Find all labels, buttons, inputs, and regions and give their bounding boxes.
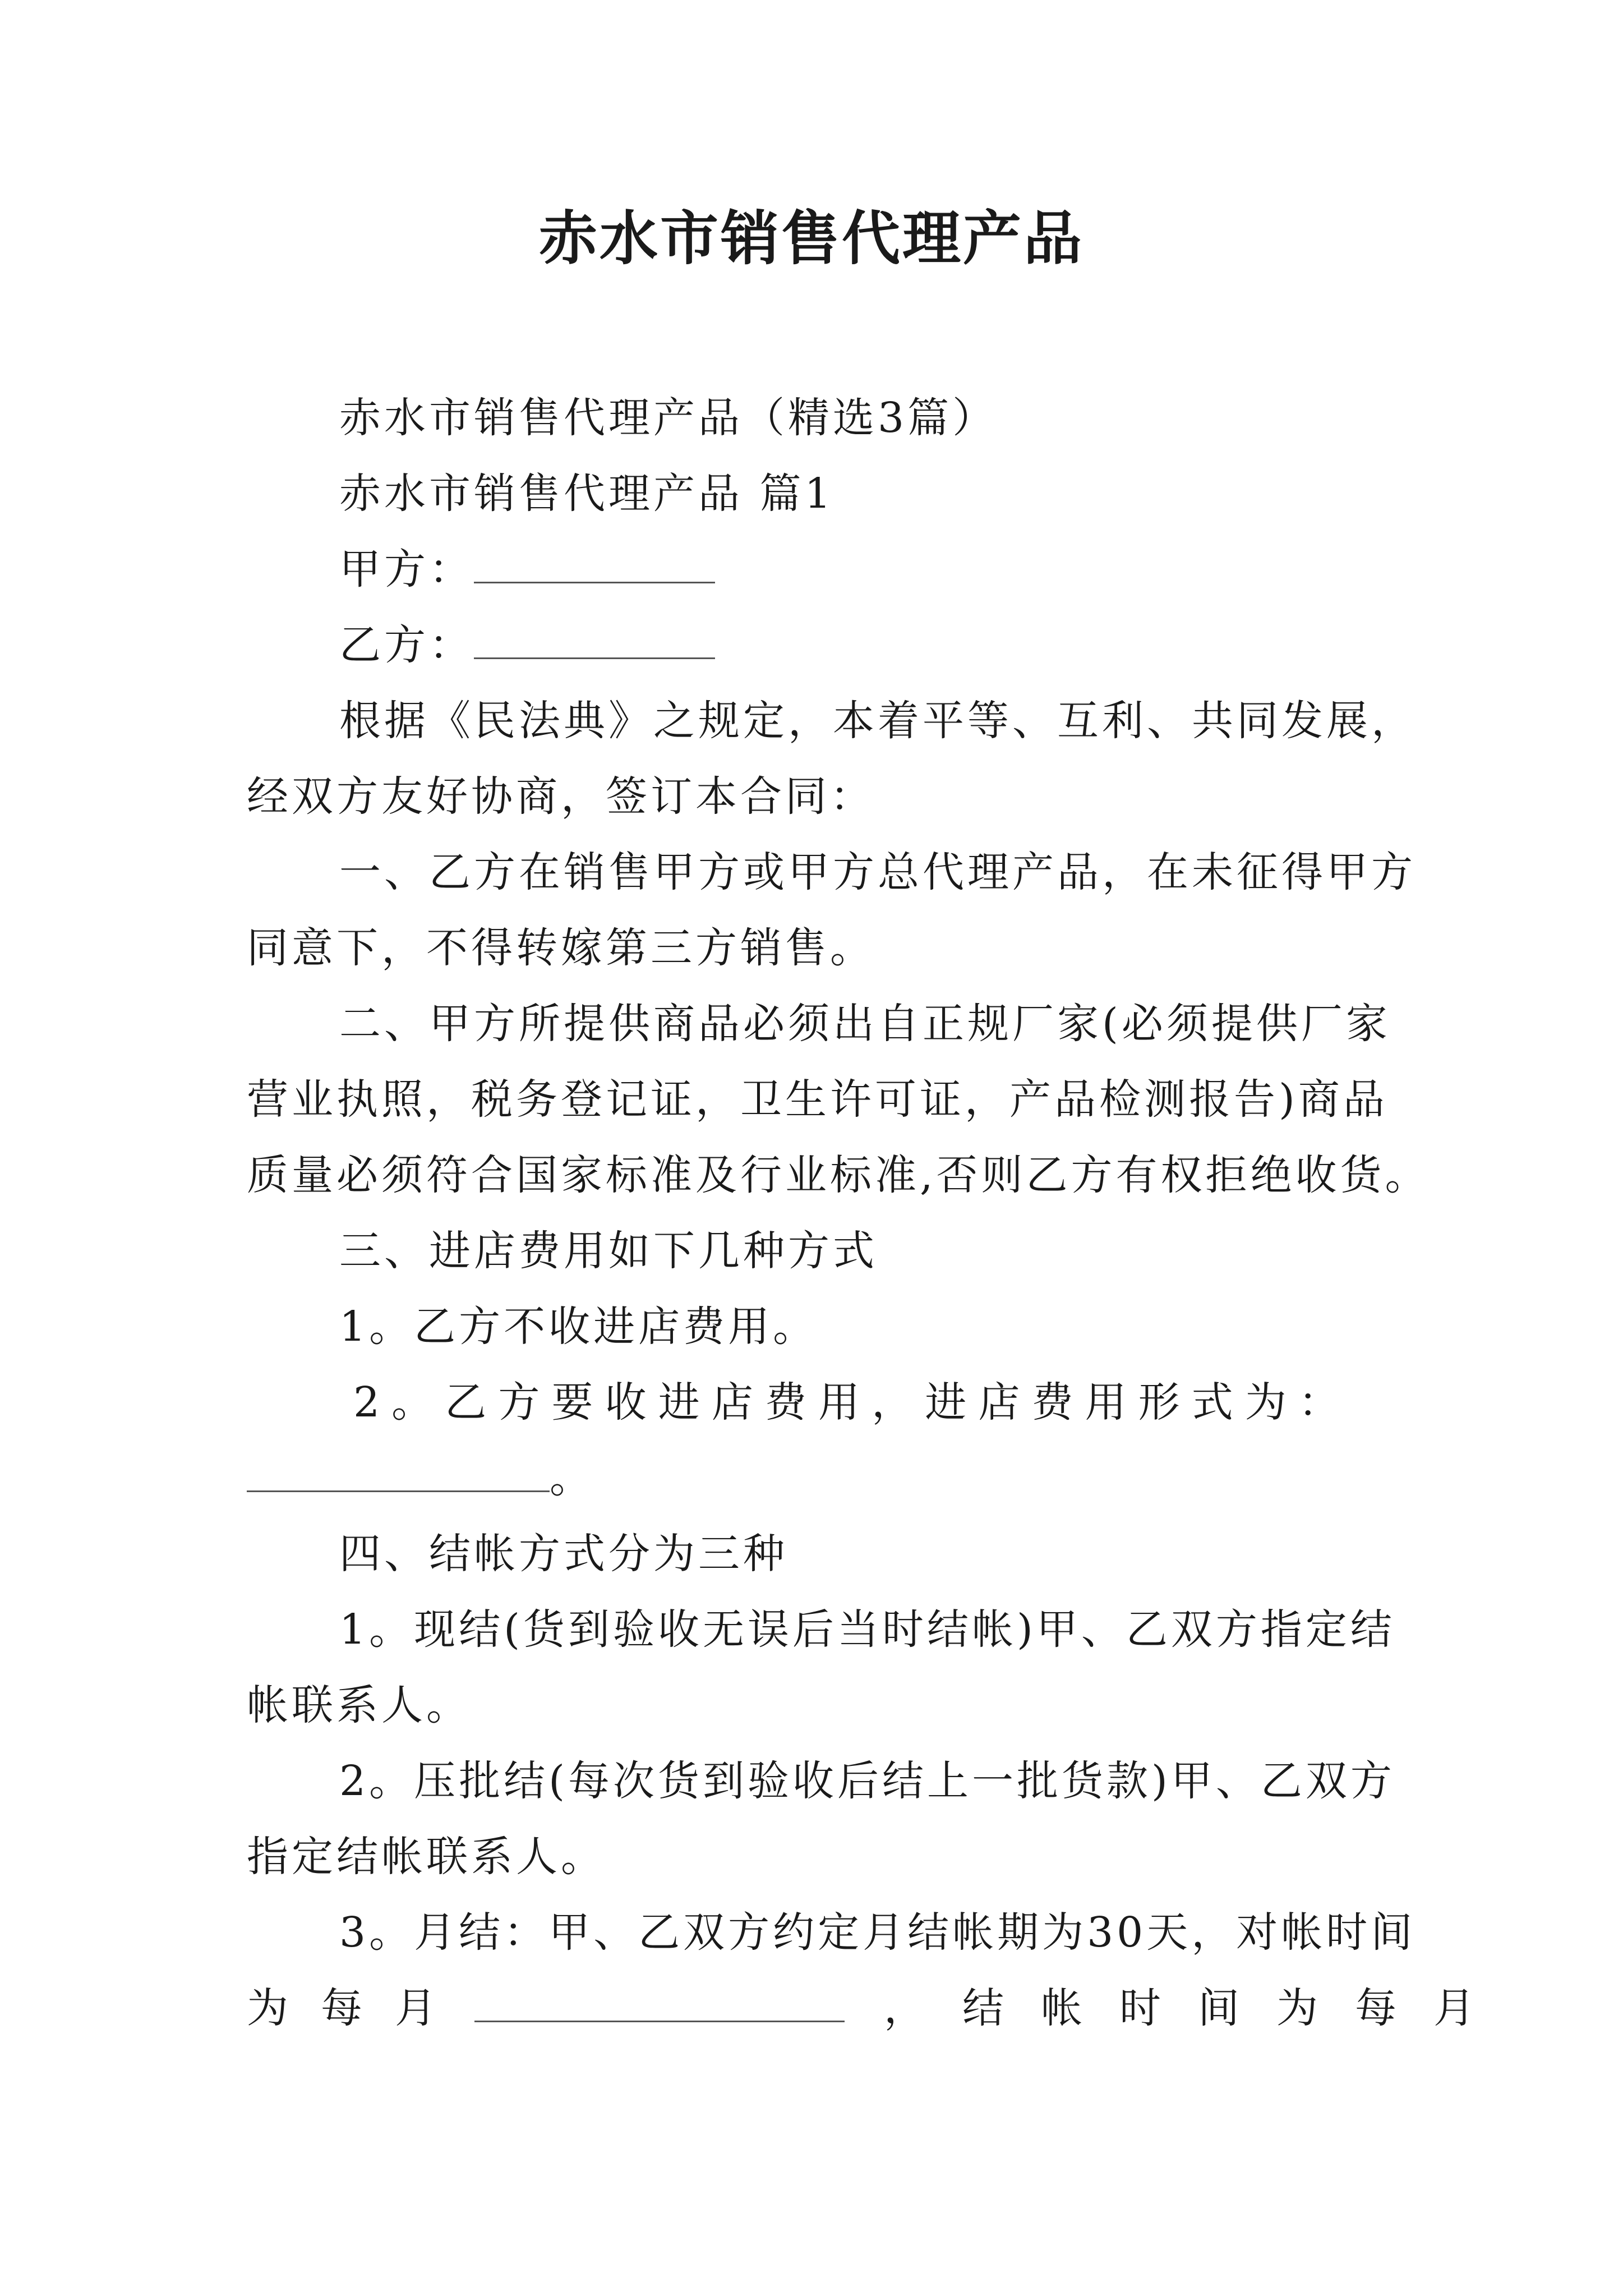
section-heading: 赤水市销售代理产品 篇1 [339, 470, 834, 518]
clause-4-item-2: 指定结帐联系人。 [247, 1833, 606, 1881]
clause-2-line: 质量必须符合国家标准及行业标准,否则乙方有权拒绝收货。 [247, 1151, 1430, 1199]
clause-3-item-2-fill [247, 1447, 1391, 1509]
clause-4-item-3 [247, 1977, 1512, 2039]
clause-4-item-1: 1。现结(货到验收无误后当时结帐)甲、乙双方指定结 [339, 1605, 1395, 1654]
paragraph-line: 经双方友好协商，签订本合同： [247, 772, 875, 821]
clause-1-line: 同意下，不得转嫁第三方销售。 [247, 924, 875, 972]
fee-form-end: 。 [550, 1454, 594, 1502]
clause-4-item-3: 3。月结：甲、乙双方约定月结帐期为30天，对帐时间 [339, 1908, 1416, 1957]
clause-2-line: 营业执照，税务登记证，卫生许可证，产品检测报告)商品 [247, 1075, 1388, 1124]
clause-3-item-2: 2。乙方要收进店费用，进店费用形式为： [353, 1378, 1343, 1427]
subtitle-selection: 赤水市销售代理产品（精选3篇） [339, 394, 998, 442]
monthly-text: 为每月 [247, 1984, 469, 2032]
party-a-blank [474, 540, 715, 583]
party-a-label: 甲方： [339, 545, 474, 593]
reconcile-date-blank [474, 1979, 845, 2022]
settle-text: ，结帐时间为每月 [884, 1984, 1512, 2032]
party-b-label: 乙方： [339, 621, 474, 669]
clause-3-heading: 三、进店费用如下几种方式 [339, 1227, 878, 1275]
clause-2-line: 二、甲方所提供商品必须出自正规厂家(必须提供厂家 [339, 1000, 1391, 1048]
party-b-blank [474, 616, 715, 659]
paragraph-line: 根据《民法典》之规定，本着平等、互利、共同发展， [339, 697, 1416, 745]
clause-4-item-1: 帐联系人。 [247, 1681, 471, 1729]
clause-1-line: 一、乙方在销售甲方或甲方总代理产品，在未征得甲方 [339, 848, 1416, 896]
party-b-line [339, 614, 1391, 676]
clause-4-item-2: 2。压批结(每次货到验收后结上一批货款)甲、乙双方 [339, 1757, 1395, 1805]
document-title: 赤水市销售代理产品 [538, 204, 1084, 273]
party-a-line [339, 539, 1391, 600]
fee-form-blank [247, 1449, 550, 1492]
clause-4-heading: 四、结帐方式分为三种 [339, 1530, 788, 1578]
clause-3-item-1: 1。乙方不收进店费用。 [339, 1303, 818, 1351]
